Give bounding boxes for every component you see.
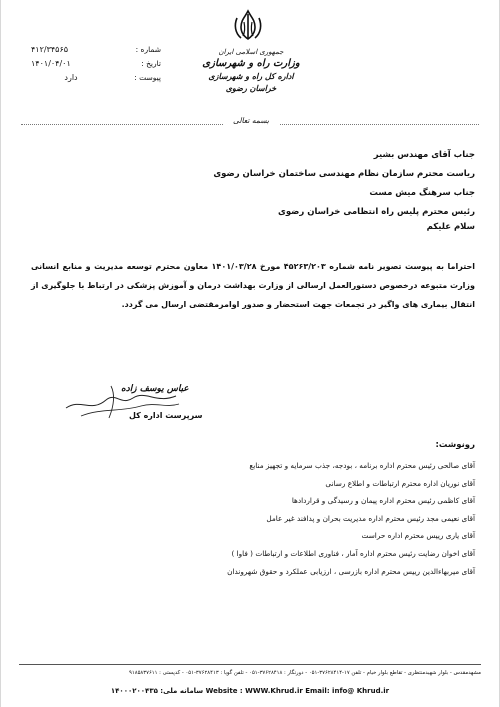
cc-item: آقای یاری رییس محترم اداره حراست xyxy=(361,531,475,541)
gov-line-2: وزارت راه و شهرسازی xyxy=(202,58,300,69)
footer-divider xyxy=(19,664,481,665)
addressees xyxy=(35,146,475,222)
footer-contact: Website : WWW.Khrud.ir Email: info@ Khrud.ir سامانه ملی: ۱۴۰۰۰۲۰۰۴۳۵ xyxy=(110,687,390,695)
number-label: شماره : xyxy=(135,45,161,54)
cc-item: آقای صالحی رئیس محترم اداره برنامه ، بودجه، جذب سرمایه و تجهیز منابع xyxy=(249,461,475,470)
number-value: ۴۱۲/۳۴۵۶۵ xyxy=(31,45,69,54)
signer-name: عباس یوسف زاده xyxy=(121,384,189,394)
letter-meta xyxy=(31,45,161,87)
addressee-line: جناب سرهنگ میش مست xyxy=(369,188,475,198)
footer-address: مشهدمقدس - بلوار شهیدمنتظری - تقاطع بلوار خیام - تلفن ۱۷-۳۷۶۲۸۴۱۴-۰۵۱ - دورنگار : ۳۷۶۲۸۴۱۸-۰۵۱ - تلفن گویا : ۳۷۶۲۸۴۱۳-۰۵۱ - کدپستی : ۹۱۸۵۸۳۷۶۱۱ xyxy=(129,670,481,676)
cc-item: آقای میربهاءالدین رییس محترم اداره بازرسی ، ارزیابی عملکرد و حقوق شهروندان xyxy=(227,566,475,576)
addressee-line: ریاست محترم سازمان نظام مهندسی ساختمان خراسان رضوی xyxy=(213,169,475,179)
number-row xyxy=(31,45,161,59)
attachment-row xyxy=(31,73,161,87)
addressee-line: جناب آقای مهندس بشیر xyxy=(373,150,475,160)
date-row xyxy=(31,59,161,73)
iran-emblem-icon xyxy=(230,8,266,44)
cc-item: آقای اخوان رضایت رئیس محترم اداره آمار ، فناوری اطلاعات و ارتباطات ( فاوا ) xyxy=(231,548,475,558)
attachment-label: پیوست : xyxy=(134,73,161,82)
letter-body: احتراما به پیوست تصویر نامه شماره ۴۵۲۶۳/۲۰۳ مورخ ۱۴۰۱/۰۳/۲۸ معاون محترم توسعه مدیریت و منابع انسانی وزارت متبوعه درخصوص دستورالعمل ارسالی از وزارت بهداشت درمان و آموزش پزشکی در ارتباط با جلوگیری از انتقال بیماری های واگیر در تجمعات جهت استحضار و صدور اوامرمقتضی ارسال می گردد. xyxy=(31,262,475,309)
cc-item: آقای کاظمی رئیس محترم اداره پیمان و رسیدگی و قراردادها xyxy=(291,496,475,506)
attachment-value: دارد xyxy=(64,73,78,82)
greeting: سلام علیکم xyxy=(426,222,475,232)
date-value: ۱۴۰۱/۰۴/۰۱ xyxy=(31,59,71,68)
cc-item: آقای نعیمی مجد رئیس محترم اداره مدیریت بحران و پدافند غیر عامل xyxy=(266,513,475,523)
addressee-line: رئیس محترم پلیس راه انتظامی خراسان رضوی xyxy=(278,207,475,217)
cc-item: آقای نوریان اداره محترم ارتباطات و اطلاع رسانی xyxy=(325,478,475,488)
ministry-header xyxy=(197,46,305,94)
gov-line-1: جمهوری اسلامی ایران xyxy=(218,48,284,56)
signer-title: سرپرست اداره کل xyxy=(129,411,203,420)
cc-list xyxy=(35,457,475,580)
cc-title: رونوشت: xyxy=(435,440,475,450)
basmala: بسمه تعالی xyxy=(223,116,279,125)
date-label: تاریخ : xyxy=(141,59,161,68)
gov-line-3: اداره کل راه و شهرسازی خراسان رضوی xyxy=(208,71,294,93)
